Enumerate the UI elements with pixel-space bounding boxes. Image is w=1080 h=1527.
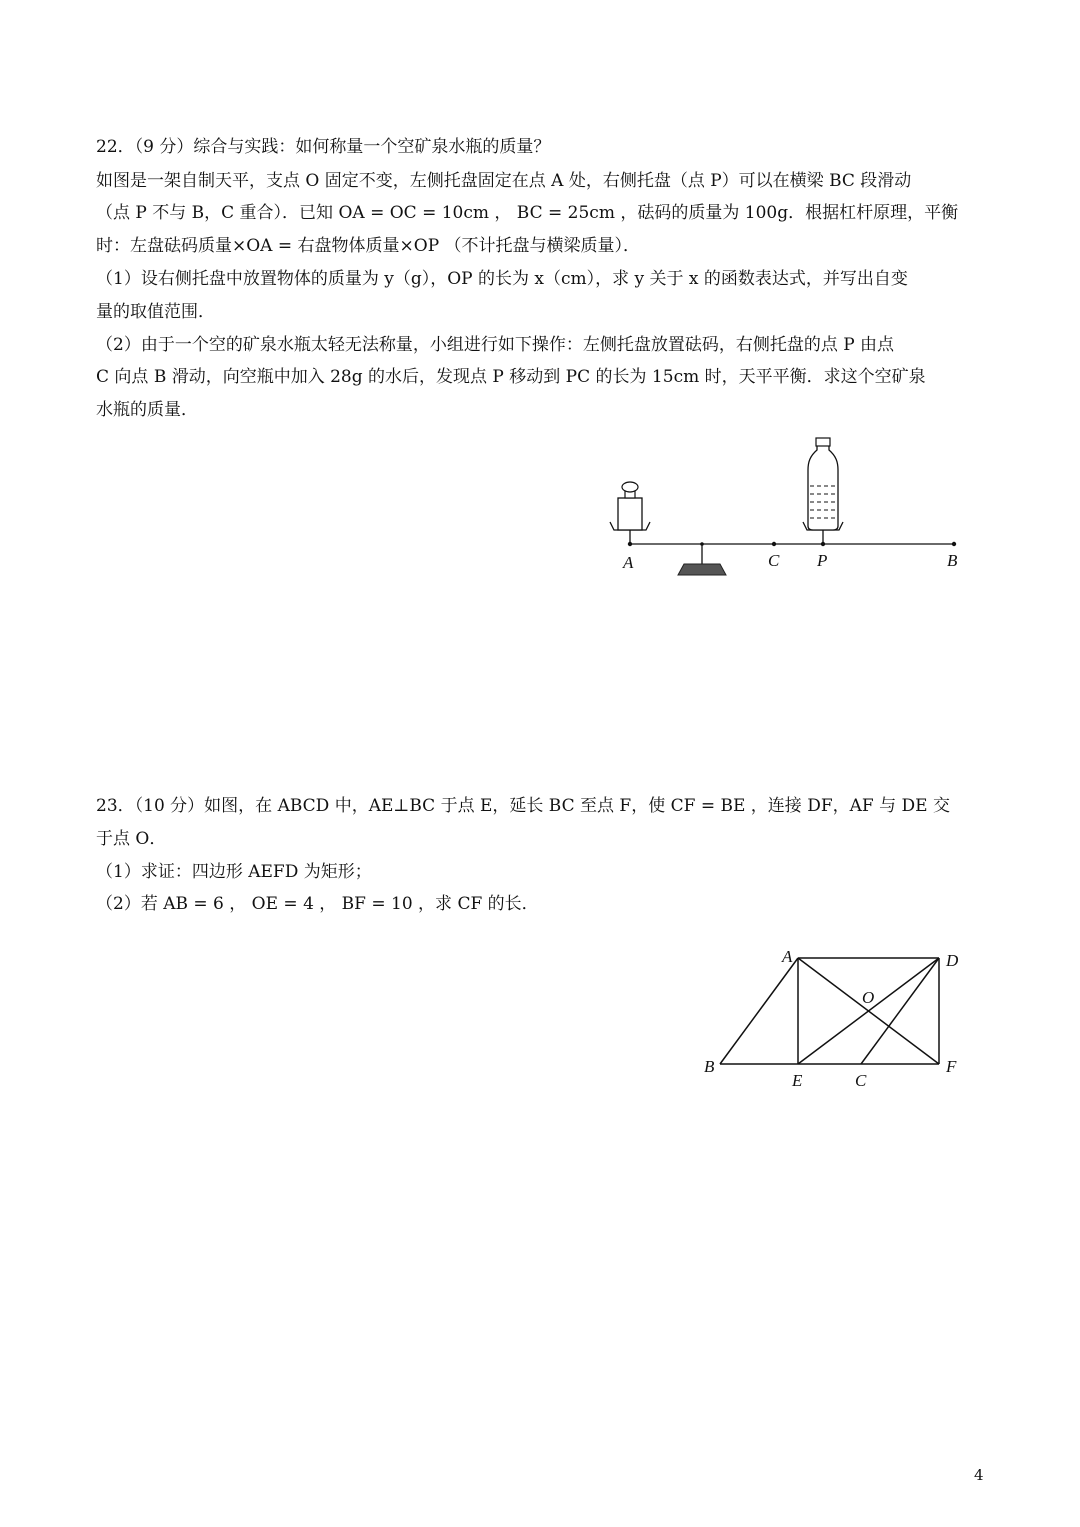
q22-line-5: 量的取值范围．	[96, 302, 215, 322]
q22-line-2: （点 P 不与 B，C 重合）．已知 OA = OC = 10cm ， BC = 25cm ，砝码的质量为 100g．根据杠杆原理，平衡	[96, 203, 959, 223]
q22-line-1: 如图是一架自制天平，支点 O 固定不变，左侧托盘固定在点 A 处，右侧托盘（点 P）可以在横梁 BC 段滑动	[96, 171, 912, 191]
q23-geometry-figure	[690, 940, 980, 1100]
fulcrum-pivot	[700, 542, 704, 546]
label-f: F	[946, 1057, 957, 1076]
segment-ab	[720, 958, 798, 1064]
label-o: O	[862, 988, 875, 1007]
bottle-cap	[816, 438, 830, 446]
label-b: B	[947, 551, 958, 570]
q22-line-7: C 向点 B 滑动，向空瓶中加入 28g 的水后，发现点 P 移动到 PC 的长为 15cm 时，天平平衡．求这个空矿泉	[96, 367, 926, 387]
point-c-dot	[772, 542, 776, 546]
label-b: B	[704, 1057, 715, 1076]
q22-balance-figure	[600, 430, 980, 580]
label-c: C	[768, 551, 780, 570]
q23-line-2: （1）求证：四边形 AEFD 为矩形；	[96, 862, 372, 882]
q22-line-3: 时：左盘砝码质量×OA = 右盘物体质量×OP （不计托盘与横梁质量）．	[96, 236, 641, 256]
fulcrum-base	[678, 564, 726, 575]
water-bottle	[808, 440, 838, 530]
label-p: P	[817, 551, 828, 570]
q23-line-3: （2）若 AB = 6 ， OE = 4 ， BF = 10 ，求 CF 的长．	[96, 894, 539, 914]
q22-line-8: 水瓶的质量．	[96, 400, 198, 420]
q23-line-1: 于点 O．	[96, 829, 167, 849]
label-d: D	[946, 951, 959, 970]
point-b-dot	[952, 542, 956, 546]
weight-body	[618, 498, 642, 530]
label-c: C	[855, 1071, 867, 1090]
segment-dc	[861, 958, 939, 1064]
q22-line-4: （1）设右侧托盘中放置物体的质量为 y（g），OP 的长为 x（cm），求 y 关于 x 的函数表达式，并写出自变	[96, 269, 908, 289]
weight-knob	[622, 482, 638, 492]
label-e: E	[792, 1071, 803, 1090]
q22-line-6: （2）由于一个空的矿泉水瓶太轻无法称量，小组进行如下操作：左侧托盘放置砝码，右侧托盘的点 P 由点	[96, 335, 895, 355]
label-a: A	[782, 947, 793, 966]
label-a: A	[623, 553, 634, 572]
page-number: 4	[974, 1466, 984, 1484]
q23-title: 23．（10 分）如图，在 ABCD 中，AE⊥BC 于点 E，延长 BC 至点 F，使 CF = BE ，连接 DF，AF 与 DE 交	[96, 796, 950, 816]
q22-title: 22．（9 分）综合与实践：如何称量一个空矿泉水瓶的质量？	[96, 137, 551, 157]
